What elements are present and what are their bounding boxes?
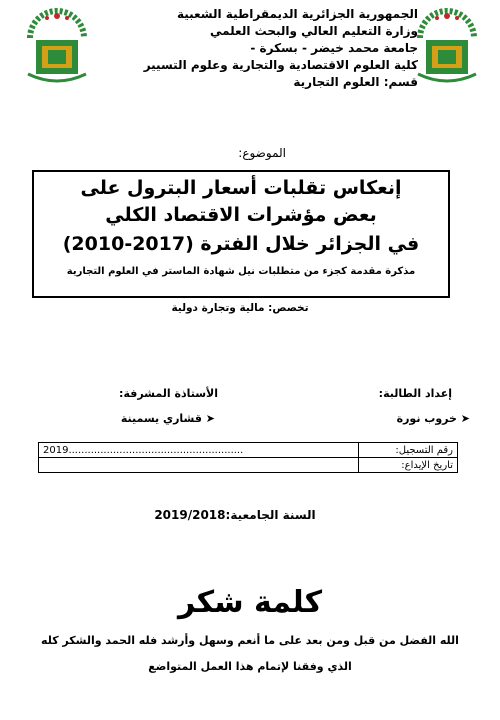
header-university: جامعة محمد خيضر - بسكرة - [250, 41, 418, 55]
institution-header [100, 6, 418, 91]
university-logo-left [22, 8, 92, 88]
title-line-1: إنعكاس تقلبات أسعار البترول على [80, 177, 402, 199]
student-label: إعداد الطالبة: [378, 387, 452, 400]
student-name: خروب نورة [396, 412, 457, 425]
arrow-bullet-icon: ➤ [201, 412, 215, 425]
title-line-3: في الجزائر خلال الفترة (2017-2010) [62, 233, 420, 255]
memo-text: مذكرة مقدمة كجزء من متطلبات نيل شهادة الماستر في العلوم التجارية [66, 266, 416, 277]
header-republic: الجمهورية الجزائرية الديمقراطية الشعبية [176, 7, 418, 21]
title-box [32, 170, 450, 298]
deposit-date-label: تاريخ الإيداع: [359, 458, 458, 473]
header-department: قسم: العلوم التجارية [293, 75, 418, 89]
header-ministry: وزارة التعليم العالي والبحث العلمي [209, 24, 418, 38]
title-line-2: بعض مؤشرات الاقتصاد الكلي [105, 204, 377, 226]
arrow-bullet-icon: ➤ [456, 412, 470, 425]
table-row [39, 458, 458, 473]
registration-number-value: 2019....................................................... [39, 443, 359, 458]
registration-number-label: رقم التسجيل: [359, 443, 458, 458]
registration-table [38, 442, 458, 473]
supervisor-label: الأستاذة المشرفة: [119, 387, 218, 400]
table-row [39, 443, 458, 458]
supervisor-name: قشاري يسمينة [120, 412, 202, 425]
university-logo-right [412, 8, 482, 88]
deposit-date-value [39, 458, 359, 473]
supervisor-name-row [121, 412, 215, 425]
student-name-row [397, 412, 470, 425]
subject-label: الموضوع: [238, 146, 286, 160]
header-faculty: كلية العلوم الاقتصادية والتجارية وعلوم التسيير [143, 58, 418, 72]
thanks-line-2: الذي وفقنا لإتمام هذا العمل المتواضع [148, 660, 352, 673]
specialty: تخصص: مالية وتجارة دولية [171, 302, 309, 314]
academic-year: السنة الجامعية:2019/2018 [154, 508, 316, 522]
thanks-title: كلمة شكر [177, 585, 323, 620]
thanks-line-1: الله الفضل من قبل ومن بعد على ما أنعم وسهل وأرشد فله الحمد والشكر كله [41, 634, 459, 647]
